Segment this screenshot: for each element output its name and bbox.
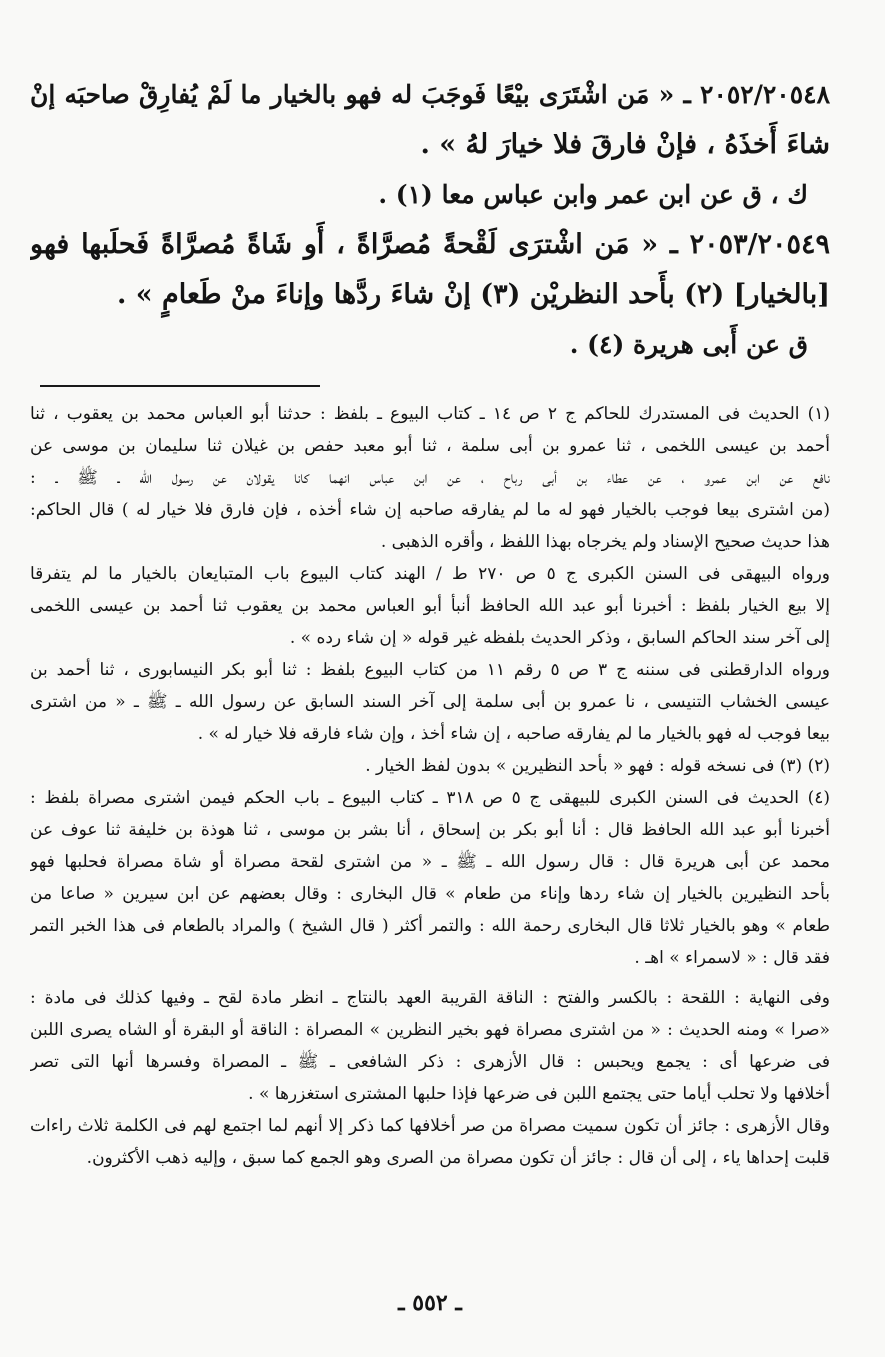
hadith-text-line: شاءَ أَخذَهُ ، فإنْ فارقَ فلا خيارَ لهُ » . <box>420 129 830 160</box>
footnote-line: (من اشترى بيعا فوجب بالخيار فهو له ما لم يفارقه صاحبه إن شاء أخذه ، فإن فارق فلا خيار له ) قال الحاكم: <box>30 500 830 520</box>
hadith-text-line: ٢٠٥٣/٢٠٥٤٩ ـ « مَن اشْترَى لَقْحةً مُصرَّاةً ، أَو شَاةً مُصرَّاةً فَحلَبها فهو <box>30 229 830 260</box>
hadith-text-line: ٢٠٥٢/٢٠٥٤٨ ـ « مَن اشْتَرَى بيْعًا فَوجَبَ له فهو بالخيار ما لَمْ يُفارِقْ صاحبَه إنْ <box>30 80 830 109</box>
footnote-line: فقد قال : « لاسمراء » اهـ . <box>634 948 830 968</box>
footnote-divider <box>40 385 320 387</box>
footnote-line: وقال الأزهرى : جائز أن تكون سميت مصراة من صر أخلافها كما ذكر إلا أنهم لما اجتمع لهم فى الكلمة ثلاث راءات <box>30 1116 830 1136</box>
hadith-text-line: [بالخيار] (٢) بأَحد النظريْن (٣) إنْ شاءَ ردَّها وإناءَ منْ طَعامٍ » . <box>116 279 830 310</box>
hadith-source: ق عن أَبى هريرة (٤) . <box>569 330 808 359</box>
footnote-line: بيعا فوجب له فهو بالخيار ما لم يفارقه صاحبه ، إن شاء أخذ ، وإن شاء فارقه فلا خيار له » . <box>197 724 830 744</box>
footnote-line: عيسى الخشاب التنيسى ، نا عمرو بن أبى سلمة إلى آخر السند السابق عن رسول الله ـ ﷺ ـ « من اشترى <box>30 692 830 712</box>
footnote-line: (١) الحديث فى المستدرك للحاكم ج ٢ ص ١٤ ـ كتاب البيوع ـ بلفظ : حدثنا أبو العباس محمد بن يعقوب ، ثنا <box>30 404 830 424</box>
footnote-line: هذا حديث صحيح الإسناد ولم يخرجاه بهذا اللفظ ، وأقره الذهبى . <box>380 532 830 552</box>
footnote-line: وفى النهاية : اللقحة : بالكسر والفتح : الناقة القريبة العهد بالنتاج ـ انظر مادة لقح ـ وفيها كذلك فى مادة : <box>30 988 830 1008</box>
footnote-line: فى ضرعها أى : يجمع ويحبس : قال الأزهرى : ذكر الشافعى ـ ﷺ ـ المصراة وفسرها أنها التى تصر <box>30 1052 830 1072</box>
footnote-line: ورواه البيهقى فى السنن الكبرى ج ٥ ص ٢٧٠ ط / الهند كتاب البيوع باب المتبايعان بالخيار ما لم يتفرقا <box>30 564 830 584</box>
hadith-source: ك ، ق عن ابن عمر وابن عباس معا (١) . <box>378 180 808 209</box>
footnote-line: أخبرنا أبو عبد الله الحافظ قال : أنا أبو بكر بن إسحاق ، أنا بشر بن موسى ، ثنا هوذة بن خليفة ثنا عوف عن <box>30 820 830 840</box>
footnote-line: (٢) (٣) فى نسخه قوله : فهو « بأحد النظيرين » بدون لفظ الخيار . <box>365 756 830 776</box>
footnote-line: نافع عن ابن عمرو ، عن عطاء بن أبى رباح ، عن ابن عباس انهما كانا يقولان عن رسول الله ـ ﷺ ـ : <box>30 468 830 488</box>
footnote-line: أخلافها ولا تحلب أياما حتى يجتمع اللبن فى ضرعها فإذا حلبها المشترى استغزرها » . <box>248 1084 830 1104</box>
footnote-line: بأحد النظيرين بالخيار إن شاء ردها وإناء من طعام » قال البخارى : وقال بعضهم عن ابن سيرين « صاعا من <box>30 884 830 904</box>
hadith-entry <box>30 70 830 220</box>
footnote-line: ورواه الدارقطنى فى سننه ج ٣ ص ٥ رقم ١١ من كتاب البيوع بلفظ : ثنا أبو بكر النيسابورى ، ثنا أحمد بن <box>30 660 830 680</box>
hadith-entries <box>30 70 830 370</box>
footnote-line: أحمد بن عيسى اللخمى ، ثنا عمرو بن أبى سلمة ، ثنا أبو معبد حفص بن غيلان ثنا سليمان بن موسى عن <box>30 436 830 456</box>
footnote-line: قلبت إحداها ياء ، إلى أن قال : جائز أن تكون مصراة من الصرى وهو الجمع كما سبق ، وإليه ذهب الأكثرون. <box>86 1148 830 1168</box>
footnote-line: إلى آخر سند الحاكم السابق ، وذكر الحديث بلفظه غير قوله « إن شاء رده » . <box>289 628 830 648</box>
hadith-entry <box>30 220 830 370</box>
footnote-line: إلا بيع الخيار بلفظ : أخبرنا أبو عبد الله الحافظ أنبأ أبو العباس محمد بن يعقوب ثنا أحمد بن عيسى اللخمى <box>30 596 830 616</box>
footnote-line: «صرا » ومنه الحديث : « من اشترى مصراة فهو بخير النظرين » المصراة : الناقة أو البقرة أو الشاه يصرى اللبن <box>30 1020 830 1040</box>
footnote-line: محمد عن أبى هريرة قال : قال رسول الله ـ ﷺ ـ « من اشترى لقحة مصراة أو شاة مصراة فحلبها فهو <box>30 852 830 872</box>
footnote-line: طعام » وهو بالخيار ثلاثا قال البخارى رحمة الله : والتمر أكثر ( قال الشيخ ) والمراد بالطعام فى هذا الخبر التمر <box>30 916 830 936</box>
footnote-line: (٤) الحديث فى السنن الكبرى للبيهقى ج ٥ ص ٣١٨ ـ كتاب البيوع ـ باب الحكم فيمن اشترى مصراة بلفظ : <box>30 788 830 808</box>
page <box>30 0 830 1357</box>
page-number: ـ ٥٥٢ ـ <box>398 1290 462 1316</box>
footnotes <box>30 398 830 1174</box>
